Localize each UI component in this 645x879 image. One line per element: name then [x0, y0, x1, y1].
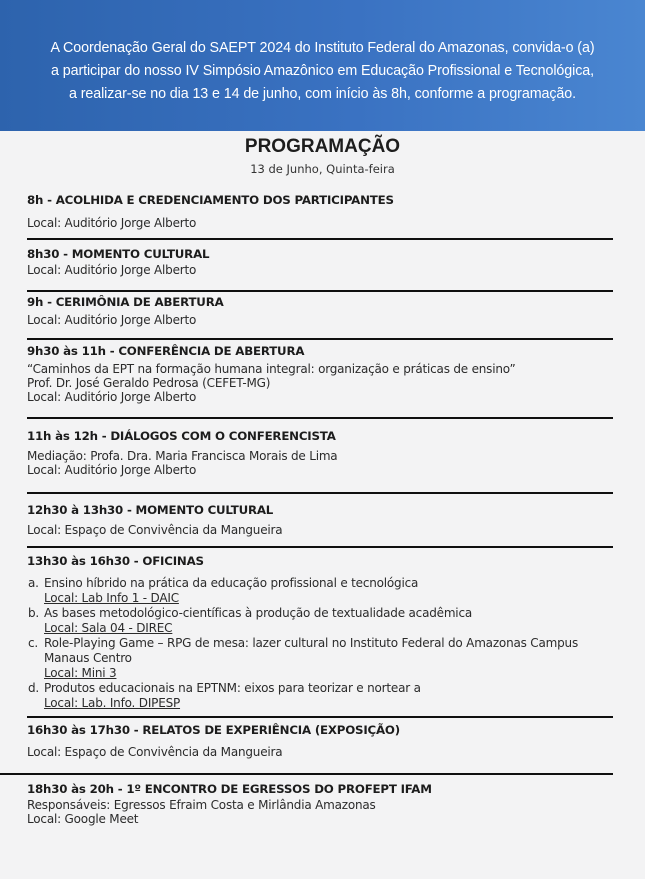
session-location: Local: Espaço de Convivência da Mangueira [27, 523, 283, 537]
list-marker: d. [28, 681, 40, 695]
session-moderator: Mediação: Profa. Dra. Maria Francisca Morais de Lima [27, 449, 338, 463]
schedule-session [27, 193, 617, 230]
workshop-title: Produtos educacionais na EPTNM: eixos para teorizar e nortear a [44, 681, 421, 695]
session-location: Local: Google Meet [27, 812, 139, 826]
workshop-item [28, 681, 617, 711]
list-marker: b. [28, 606, 40, 620]
divider [27, 417, 613, 419]
date-subtitle: 13 de Junho, Quinta-feira [250, 162, 395, 176]
session-heading: 9h30 às 11h - CONFERÊNCIA DE ABERTURA [27, 344, 305, 358]
workshop-item [28, 576, 617, 606]
session-location: Local: Auditório Jorge Alberto [27, 390, 197, 404]
divider [27, 238, 613, 240]
session-heading: 13h30 às 16h30 - OFICINAS [27, 554, 204, 568]
session-heading: 18h30 às 20h - 1º ENCONTRO DE EGRESSOS DO PROFEPT IFAM [27, 782, 432, 796]
session-heading: 11h às 12h - DIÁLOGOS COM O CONFERENCISTA [27, 429, 336, 443]
workshop-list [28, 576, 617, 711]
divider [27, 290, 613, 292]
schedule-session [27, 344, 617, 404]
schedule-session [27, 429, 617, 477]
page-title: PROGRAMAÇÃO [244, 136, 401, 157]
workshop-title: Ensino híbrido na prática da educação profissional e tecnológica [44, 576, 419, 590]
session-location: Local: Auditório Jorge Alberto [27, 263, 197, 277]
divider [27, 492, 613, 494]
divider [27, 716, 613, 718]
workshop-title-continued: Manaus Centro [44, 651, 132, 665]
session-heading: 8h - ACOLHIDA E CREDENCIAMENTO DOS PARTICIPANTES [27, 193, 394, 207]
divider [27, 546, 613, 548]
workshop-title: As bases metodológico-científicas à produção de textualidade acadêmica [44, 606, 472, 620]
workshop-title: Role-Playing Game – RPG de mesa: lazer cultural no Instituto Federal do Amazonas Campus [44, 636, 578, 650]
schedule-session [27, 247, 617, 277]
session-location: Local: Auditório Jorge Alberto [27, 313, 197, 327]
schedule-session [27, 723, 617, 759]
invitation-text-line: A Coordenação Geral do SAEPT 2024 do Instituto Federal do Amazonas, convida-o (a) [50, 40, 595, 56]
schedule-session [27, 782, 617, 826]
list-marker: a. [28, 576, 39, 590]
session-heading: 12h30 à 13h30 - MOMENTO CULTURAL [27, 503, 274, 517]
session-heading: 9h - CERIMÔNIA DE ABERTURA [27, 295, 224, 309]
list-marker: c. [28, 636, 39, 650]
session-location: Local: Auditório Jorge Alberto [27, 216, 197, 230]
session-description: “Caminhos da EPT na formação humana integral: organização e práticas de ensino” [27, 362, 516, 376]
invitation-text-line: a participar do nosso IV Simpósio Amazônico em Educação Profissional e Tecnológica, [51, 63, 594, 79]
workshop-location: Local: Sala 04 - DIREC [44, 621, 173, 635]
divider [27, 338, 613, 340]
session-heading: 16h30 às 17h30 - RELATOS DE EXPERIÊNCIA (EXPOSIÇÃO) [27, 723, 400, 737]
workshop-location: Local: Mini 3 [44, 666, 117, 680]
session-location: Local: Auditório Jorge Alberto [27, 463, 197, 477]
workshop-location: Local: Lab Info 1 - DAIC [44, 591, 179, 605]
schedule-session [27, 295, 617, 327]
divider [0, 773, 613, 775]
schedule-session [27, 503, 617, 537]
session-responsible: Responsáveis: Egressos Efraim Costa e Mirlândia Amazonas [27, 798, 376, 812]
session-location: Local: Espaço de Convivência da Mangueira [27, 745, 283, 759]
invitation-text-line: a realizar-se no dia 13 e 14 de junho, com início às 8h, conforme a programação. [69, 86, 576, 102]
schedule-session [27, 554, 617, 711]
session-heading: 8h30 - MOMENTO CULTURAL [27, 247, 210, 261]
workshop-item [28, 606, 617, 636]
invitation-banner [0, 0, 645, 131]
workshop-item [28, 636, 617, 681]
session-speaker: Prof. Dr. José Geraldo Pedrosa (CEFET-MG) [27, 376, 271, 390]
workshop-location: Local: Lab. Info. DIPESP [44, 696, 181, 710]
